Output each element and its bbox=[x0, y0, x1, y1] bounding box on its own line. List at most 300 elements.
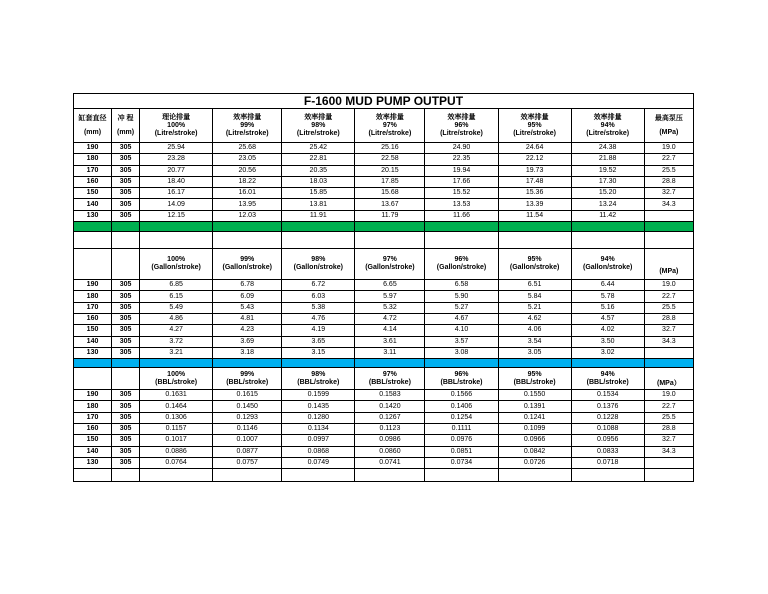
stroke-cell: 305 bbox=[112, 336, 140, 347]
value-cell: 13.39 bbox=[498, 199, 571, 210]
unit-label-litre: (Litre/stroke) bbox=[296, 129, 340, 137]
value-cell: 12.15 bbox=[140, 210, 213, 221]
value-cell: 0.1615 bbox=[213, 390, 282, 401]
stroke-cell: 305 bbox=[112, 435, 140, 446]
eff-label: 94% bbox=[600, 256, 615, 264]
table-row bbox=[74, 446, 694, 457]
value-cell: 5.84 bbox=[498, 291, 571, 302]
value-cell: 3.11 bbox=[355, 347, 425, 358]
unit_gallon-header-row bbox=[74, 249, 694, 280]
unit-label-litre: (Litre/stroke) bbox=[440, 129, 483, 137]
stroke-cell: 305 bbox=[112, 280, 140, 291]
bore-cell: 170 bbox=[74, 165, 112, 176]
value-cell: 15.36 bbox=[498, 188, 571, 199]
blank-cell bbox=[571, 232, 644, 249]
eff-label-4: 96% bbox=[454, 121, 469, 129]
value-cell: 25.94 bbox=[140, 143, 213, 154]
pressure-cell: 25.5 bbox=[644, 165, 693, 176]
value-cell: 22.81 bbox=[282, 154, 355, 165]
blank-cell bbox=[644, 469, 693, 482]
eff-header-cell bbox=[355, 368, 425, 390]
bore-cell: 180 bbox=[74, 154, 112, 165]
bore-cell: 140 bbox=[74, 446, 112, 457]
value-cell: 0.1111 bbox=[425, 424, 498, 435]
eff-header-label: 效率排量 bbox=[304, 113, 333, 121]
blank-cell bbox=[74, 222, 112, 232]
eff-label: 96% bbox=[454, 256, 469, 264]
pressure-cell: 34.3 bbox=[644, 336, 693, 347]
litre-header-row bbox=[74, 109, 694, 143]
unit-label-litre: (Litre/stroke) bbox=[225, 129, 269, 137]
value-cell: 22.35 bbox=[425, 154, 498, 165]
value-cell: 3.05 bbox=[498, 347, 571, 358]
eff-label: 100% bbox=[167, 370, 186, 378]
pressure-cell: 32.7 bbox=[644, 188, 693, 199]
bore-cell: 190 bbox=[74, 280, 112, 291]
pressure-cell: 32.7 bbox=[644, 435, 693, 446]
value-cell: 16.17 bbox=[140, 188, 213, 199]
value-cell: 13.24 bbox=[571, 199, 644, 210]
value-cell: 16.01 bbox=[213, 188, 282, 199]
blank-cell bbox=[282, 359, 355, 368]
table-row bbox=[74, 199, 694, 210]
pressure-cell: 28.8 bbox=[644, 176, 693, 187]
unit-label: (BBL/stroke) bbox=[226, 378, 269, 386]
eff-header-label: 效率排量 bbox=[233, 113, 262, 121]
pressure-unit-cell: (MPa） bbox=[644, 368, 693, 390]
eff-header-cell-4 bbox=[425, 109, 498, 143]
value-cell: 0.0868 bbox=[282, 446, 355, 457]
eff-header-cell bbox=[282, 368, 355, 390]
value-cell: 3.54 bbox=[498, 336, 571, 347]
value-cell: 0.1228 bbox=[571, 412, 644, 423]
eff-label: 98% bbox=[311, 256, 326, 264]
blank-cell bbox=[644, 222, 693, 232]
pressure-cell bbox=[644, 347, 693, 358]
stroke-unit-label: (mm) bbox=[117, 128, 135, 136]
value-cell: 17.85 bbox=[355, 176, 425, 187]
value-cell: 0.1123 bbox=[355, 424, 425, 435]
value-cell: 0.1146 bbox=[213, 424, 282, 435]
footer-row bbox=[74, 469, 694, 482]
blank-cell bbox=[112, 222, 140, 232]
title-row bbox=[74, 94, 694, 109]
value-cell: 0.1280 bbox=[282, 412, 355, 423]
value-cell: 15.85 bbox=[282, 188, 355, 199]
pressure-cell: 25.5 bbox=[644, 302, 693, 313]
unit-label-litre: (Litre/stroke) bbox=[368, 129, 412, 137]
empty-cell bbox=[74, 368, 112, 390]
bore-unit-label: (mm) bbox=[83, 128, 102, 136]
blank-cell bbox=[571, 469, 644, 482]
eff-header-cell bbox=[213, 249, 282, 280]
blank-cell bbox=[213, 222, 282, 232]
value-cell: 22.12 bbox=[498, 154, 571, 165]
unit-label: (Gallon/stroke) bbox=[365, 264, 415, 272]
eff-label: 95% bbox=[527, 370, 542, 378]
pressure-cell: 34.3 bbox=[644, 446, 693, 457]
eff-header-cell bbox=[571, 368, 644, 390]
unit-label: (BBL/stroke) bbox=[297, 378, 340, 386]
pressure-cell bbox=[644, 210, 693, 221]
value-cell: 0.0833 bbox=[571, 446, 644, 457]
value-cell: 12.03 bbox=[213, 210, 282, 221]
value-cell: 4.23 bbox=[213, 325, 282, 336]
value-cell: 0.1254 bbox=[425, 412, 498, 423]
value-cell: 0.0741 bbox=[355, 457, 425, 468]
bore-cell: 140 bbox=[74, 199, 112, 210]
value-cell: 0.1376 bbox=[571, 401, 644, 412]
unit-label: (BBL/stroke) bbox=[513, 378, 556, 386]
eff-header-cell bbox=[213, 368, 282, 390]
eff-header-cell bbox=[140, 249, 213, 280]
value-cell: 0.1306 bbox=[140, 412, 213, 423]
blank-cell bbox=[282, 469, 355, 482]
table-row bbox=[74, 412, 694, 423]
eff-label: 98% bbox=[311, 370, 326, 378]
mud-pump-output-table bbox=[73, 93, 694, 482]
value-cell: 25.16 bbox=[355, 143, 425, 154]
value-cell: 4.86 bbox=[140, 313, 213, 324]
value-cell: 3.57 bbox=[425, 336, 498, 347]
bore-cell: 170 bbox=[74, 412, 112, 423]
value-cell: 3.61 bbox=[355, 336, 425, 347]
blank-cell bbox=[74, 469, 112, 482]
value-cell: 17.48 bbox=[498, 176, 571, 187]
blank-cell bbox=[425, 232, 498, 249]
value-cell: 23.05 bbox=[213, 154, 282, 165]
blank-cell bbox=[355, 232, 425, 249]
eff-header-cell bbox=[355, 249, 425, 280]
value-cell: 5.78 bbox=[571, 291, 644, 302]
value-cell: 4.72 bbox=[355, 313, 425, 324]
value-cell: 0.0749 bbox=[282, 457, 355, 468]
blank-cell bbox=[112, 469, 140, 482]
value-cell: 6.58 bbox=[425, 280, 498, 291]
blank-cell bbox=[140, 222, 213, 232]
table-title: F-1600 MUD PUMP OUTPUT bbox=[74, 94, 694, 109]
value-cell: 5.49 bbox=[140, 302, 213, 313]
blank-cell bbox=[112, 232, 140, 249]
pressure-cell: 28.8 bbox=[644, 424, 693, 435]
eff-label: 99% bbox=[240, 256, 255, 264]
eff-header-cell bbox=[425, 368, 498, 390]
value-cell: 6.65 bbox=[355, 280, 425, 291]
unit-label: (Gallon/stroke) bbox=[222, 264, 272, 272]
eff-header-label: 效率排量 bbox=[447, 113, 476, 121]
bore-cell: 170 bbox=[74, 302, 112, 313]
unit-label-litre: (Litre/stroke) bbox=[154, 129, 198, 137]
stroke-cell: 305 bbox=[112, 291, 140, 302]
eff-header-cell bbox=[498, 368, 571, 390]
value-cell: 22.58 bbox=[355, 154, 425, 165]
bore-cell: 160 bbox=[74, 176, 112, 187]
pressure-cell: 34.3 bbox=[644, 199, 693, 210]
value-cell: 0.0757 bbox=[213, 457, 282, 468]
empty-cell bbox=[74, 249, 112, 280]
table-row bbox=[74, 347, 694, 358]
blank-cell bbox=[213, 232, 282, 249]
table-row bbox=[74, 435, 694, 446]
eff-label: 95% bbox=[527, 256, 542, 264]
value-cell: 0.0860 bbox=[355, 446, 425, 457]
value-cell: 6.15 bbox=[140, 291, 213, 302]
eff-label-6: 94% bbox=[600, 121, 615, 129]
value-cell: 21.88 bbox=[571, 154, 644, 165]
unit-label: (Gallon/stroke) bbox=[436, 264, 487, 272]
theory-header-cell bbox=[140, 109, 213, 143]
bore-cell: 150 bbox=[74, 325, 112, 336]
value-cell: 0.0986 bbox=[355, 435, 425, 446]
value-cell: 20.15 bbox=[355, 165, 425, 176]
unit-label: (BBL/stroke) bbox=[586, 378, 629, 386]
value-cell: 0.0966 bbox=[498, 435, 571, 446]
stroke-cell: 305 bbox=[112, 347, 140, 358]
value-cell: 0.1241 bbox=[498, 412, 571, 423]
value-cell: 3.18 bbox=[213, 347, 282, 358]
eff-header-cell bbox=[425, 249, 498, 280]
bore-cell: 180 bbox=[74, 291, 112, 302]
value-cell: 5.27 bbox=[425, 302, 498, 313]
value-cell: 13.53 bbox=[425, 199, 498, 210]
table-row bbox=[74, 336, 694, 347]
value-cell: 4.14 bbox=[355, 325, 425, 336]
empty-cell bbox=[112, 368, 140, 390]
value-cell: 11.54 bbox=[498, 210, 571, 221]
unit-label: (Gallon/stroke) bbox=[582, 264, 633, 272]
pressure-cell: 22.7 bbox=[644, 291, 693, 302]
value-cell: 0.1099 bbox=[498, 424, 571, 435]
blank-cell bbox=[498, 232, 571, 249]
value-cell: 4.76 bbox=[282, 313, 355, 324]
unit-label: (Gallon/stroke) bbox=[509, 264, 560, 272]
value-cell: 4.62 bbox=[498, 313, 571, 324]
stroke-cell: 305 bbox=[112, 424, 140, 435]
pressure-cell: 19.0 bbox=[644, 280, 693, 291]
bore-cell: 160 bbox=[74, 424, 112, 435]
blank-cell bbox=[213, 469, 282, 482]
bore-cell: 150 bbox=[74, 188, 112, 199]
eff-label: 97% bbox=[382, 370, 397, 378]
value-cell: 15.20 bbox=[571, 188, 644, 199]
value-cell: 17.66 bbox=[425, 176, 498, 187]
stroke-cell: 305 bbox=[112, 302, 140, 313]
eff-header-cell-5 bbox=[498, 109, 571, 143]
value-cell: 11.66 bbox=[425, 210, 498, 221]
value-cell: 0.0851 bbox=[425, 446, 498, 457]
eff-header-cell bbox=[571, 249, 644, 280]
table-row bbox=[74, 325, 694, 336]
value-cell: 0.1157 bbox=[140, 424, 213, 435]
bore-cell: 150 bbox=[74, 435, 112, 446]
eff-label: 100% bbox=[167, 256, 186, 264]
stroke-cell: 305 bbox=[112, 412, 140, 423]
stroke-cell: 305 bbox=[112, 210, 140, 221]
value-cell: 0.0842 bbox=[498, 446, 571, 457]
eff-label-0: 100% bbox=[167, 121, 186, 129]
table-row bbox=[74, 188, 694, 199]
eff-header-cell-2 bbox=[282, 109, 355, 143]
value-cell: 3.15 bbox=[282, 347, 355, 358]
bore-header-label: 缸套直径 bbox=[78, 114, 107, 122]
value-cell: 23.28 bbox=[140, 154, 213, 165]
value-cell: 6.51 bbox=[498, 280, 571, 291]
value-cell: 24.64 bbox=[498, 143, 571, 154]
stroke-cell: 305 bbox=[112, 199, 140, 210]
value-cell: 3.21 bbox=[140, 347, 213, 358]
value-cell: 0.1267 bbox=[355, 412, 425, 423]
eff-header-label: 效率排量 bbox=[375, 113, 404, 121]
value-cell: 4.67 bbox=[425, 313, 498, 324]
max-pressure-label: 最高泵压 bbox=[654, 114, 683, 122]
theory-header-label: 理论排量 bbox=[162, 113, 191, 121]
table-row bbox=[74, 302, 694, 313]
value-cell: 4.02 bbox=[571, 325, 644, 336]
stroke-cell: 305 bbox=[112, 143, 140, 154]
stroke-cell: 305 bbox=[112, 446, 140, 457]
blank-cell bbox=[355, 359, 425, 368]
value-cell: 20.77 bbox=[140, 165, 213, 176]
table-row bbox=[74, 401, 694, 412]
value-cell: 0.1406 bbox=[425, 401, 498, 412]
unit-label: (BBL/stroke) bbox=[440, 378, 483, 386]
value-cell: 15.68 bbox=[355, 188, 425, 199]
pressure-cell: 22.7 bbox=[644, 154, 693, 165]
eff-header-cell bbox=[282, 249, 355, 280]
blank-cell bbox=[140, 359, 213, 368]
value-cell: 0.0764 bbox=[140, 457, 213, 468]
value-cell: 13.81 bbox=[282, 199, 355, 210]
unit_bbl-header-row bbox=[74, 368, 694, 390]
stroke-cell: 305 bbox=[112, 154, 140, 165]
stroke-cell: 305 bbox=[112, 188, 140, 199]
unit-label: (BBL/stroke) bbox=[155, 378, 198, 386]
value-cell: 0.0997 bbox=[282, 435, 355, 446]
blank-cell bbox=[498, 469, 571, 482]
bore-cell: 130 bbox=[74, 347, 112, 358]
value-cell: 0.1450 bbox=[213, 401, 282, 412]
table-row bbox=[74, 280, 694, 291]
eff-header-cell-6 bbox=[571, 109, 644, 143]
table-row bbox=[74, 176, 694, 187]
blank-cell bbox=[74, 232, 112, 249]
unit-label: (BBL/stroke) bbox=[368, 378, 411, 386]
value-cell: 0.0726 bbox=[498, 457, 571, 468]
blank-cell bbox=[498, 359, 571, 368]
blank-cell bbox=[140, 232, 213, 249]
blank-cell bbox=[571, 222, 644, 232]
stroke-cell: 305 bbox=[112, 390, 140, 401]
blank-cell bbox=[498, 222, 571, 232]
max-pressure-header-cell bbox=[644, 109, 693, 143]
value-cell: 6.72 bbox=[282, 280, 355, 291]
value-cell: 6.09 bbox=[213, 291, 282, 302]
blank-cell bbox=[140, 469, 213, 482]
bore-cell: 130 bbox=[74, 210, 112, 221]
eff-label: 99% bbox=[240, 370, 255, 378]
value-cell: 24.90 bbox=[425, 143, 498, 154]
value-cell: 4.57 bbox=[571, 313, 644, 324]
value-cell: 24.38 bbox=[571, 143, 644, 154]
value-cell: 19.73 bbox=[498, 165, 571, 176]
value-cell: 3.72 bbox=[140, 336, 213, 347]
blank-cell bbox=[425, 222, 498, 232]
value-cell: 0.1007 bbox=[213, 435, 282, 446]
value-cell: 19.52 bbox=[571, 165, 644, 176]
eff-label-5: 95% bbox=[527, 121, 542, 129]
pressure-unit-label: (MPa) bbox=[659, 128, 679, 136]
value-cell: 4.10 bbox=[425, 325, 498, 336]
table-row bbox=[74, 457, 694, 468]
value-cell: 20.56 bbox=[213, 165, 282, 176]
bore-cell: 190 bbox=[74, 143, 112, 154]
table-row bbox=[74, 313, 694, 324]
bore-cell: 180 bbox=[74, 401, 112, 412]
value-cell: 6.78 bbox=[213, 280, 282, 291]
value-cell: 3.08 bbox=[425, 347, 498, 358]
empty-cell bbox=[112, 249, 140, 280]
eff-label: 94% bbox=[600, 370, 615, 378]
value-cell: 4.27 bbox=[140, 325, 213, 336]
value-cell: 11.79 bbox=[355, 210, 425, 221]
value-cell: 6.44 bbox=[571, 280, 644, 291]
stroke-header-label: 冲 程 bbox=[117, 114, 134, 122]
value-cell: 0.0718 bbox=[571, 457, 644, 468]
spacer-row bbox=[74, 232, 694, 249]
value-cell: 0.1420 bbox=[355, 401, 425, 412]
value-cell: 0.1534 bbox=[571, 390, 644, 401]
value-cell: 0.1599 bbox=[282, 390, 355, 401]
value-cell: 0.0956 bbox=[571, 435, 644, 446]
value-cell: 17.30 bbox=[571, 176, 644, 187]
value-cell: 25.42 bbox=[282, 143, 355, 154]
blank-cell bbox=[355, 222, 425, 232]
value-cell: 0.1583 bbox=[355, 390, 425, 401]
eff-header-cell bbox=[140, 368, 213, 390]
pressure-cell: 28.8 bbox=[644, 313, 693, 324]
pressure-cell: 19.0 bbox=[644, 390, 693, 401]
eff-header-cell bbox=[498, 249, 571, 280]
eff-header-cell-1 bbox=[213, 109, 282, 143]
bore-cell: 160 bbox=[74, 313, 112, 324]
table-row bbox=[74, 424, 694, 435]
stroke-cell: 305 bbox=[112, 401, 140, 412]
eff-label: 97% bbox=[382, 256, 397, 264]
value-cell: 19.94 bbox=[425, 165, 498, 176]
value-cell: 5.16 bbox=[571, 302, 644, 313]
value-cell: 6.85 bbox=[140, 280, 213, 291]
blank-cell bbox=[112, 359, 140, 368]
eff-label-3: 97% bbox=[382, 121, 397, 129]
pressure-cell bbox=[644, 457, 693, 468]
value-cell: 0.0976 bbox=[425, 435, 498, 446]
value-cell: 11.42 bbox=[571, 210, 644, 221]
value-cell: 15.52 bbox=[425, 188, 498, 199]
table-row bbox=[74, 390, 694, 401]
blank-cell bbox=[425, 359, 498, 368]
bore-cell: 190 bbox=[74, 390, 112, 401]
bore-cell: 130 bbox=[74, 457, 112, 468]
unit-label: (Gallon/stroke) bbox=[293, 264, 344, 272]
pressure-cell: 22.7 bbox=[644, 401, 693, 412]
blank-cell bbox=[571, 359, 644, 368]
bore-cell: 140 bbox=[74, 336, 112, 347]
blank-cell bbox=[74, 359, 112, 368]
value-cell: 18.03 bbox=[282, 176, 355, 187]
eff-label-1: 99% bbox=[240, 121, 255, 129]
pressure-cell: 32.7 bbox=[644, 325, 693, 336]
value-cell: 0.1435 bbox=[282, 401, 355, 412]
